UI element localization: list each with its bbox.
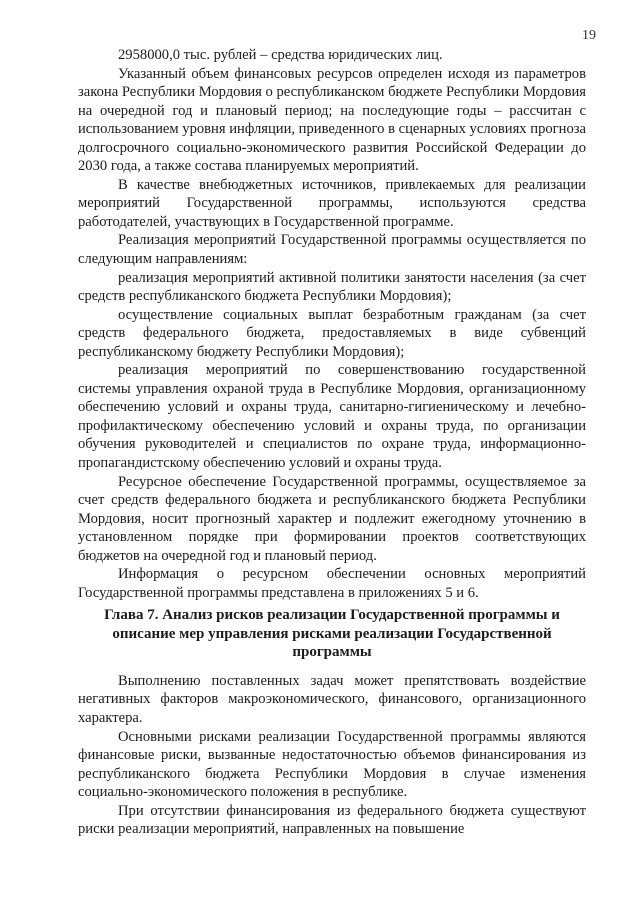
list-item: осуществление социальных выплат безработным гражданам (за счет средств федерального бюджета, предоставляемых в виде субвенций республиканскому бюджету Республики Мордовия); [78,306,586,360]
paragraph: Выполнению поставленных задач может препятствовать воздействие негативных факторов макроэкономического, финансового, организационного характера. [78,672,586,726]
chapter-heading: Глава 7. Анализ рисков реализации Государственной программы и описание мер управления рисками реализации Государственной программы [104,607,560,661]
page-body [78,46,586,839]
paragraph: В качестве внебюджетных источников, привлекаемых для реализации мероприятий Государственной программы, используются средства работодателей, участвующих в Государственной программе. [78,176,586,230]
list-item: реализация мероприятий активной политики занятости населения (за счет средств республиканского бюджета Республики Мордовия); [78,269,586,305]
paragraph: Указанный объем финансовых ресурсов определен исходя из параметров закона Республики Мордовия о республиканском бюджете Республики Мордовия на очередной год и плановый период; на последующие годы – рассчитан с использованием уровня инфляции, приведенного в сценарных условиях прогноза долгосрочного социально-экономического развития Российской Федерации до 2030 года, а также состава планируемых мероприятий. [78,65,586,175]
page-number: 19 [582,28,596,43]
paragraph: 2958000,0 тыс. рублей – средства юридических лиц. [118,47,443,63]
paragraph: Реализация мероприятий Государственной программы осуществляется по следующим направлениям: [78,232,586,268]
paragraph: Информация о ресурсном обеспечении основных мероприятий Государственной программы представлена в приложениях 5 и 6. [78,566,586,601]
paragraph: Ресурсное обеспечение Государственной программы, осуществляемое за счет средств федерального бюджета и республиканского бюджета Республики Мордовия, носит прогнозный характер и подлежит ежегодному уточнению в установленном порядке при формировании проектов соответствующих бюджетов на очередной год и плановый период. [78,473,586,564]
list-item: реализация мероприятий по совершенствованию государственной системы управления охраной труда в Республике Мордовия, организационному обеспечению условий и охраны труда, санитарно-гигиеническому и лечебно-профилактическому обеспечению условий и охраны труда, по организации обучения руководителей и специалистов по охране труда, информационно-пропагандистскому обеспечению условий и охраны труда. [78,362,586,472]
paragraph: Основными рисками реализации Государственной программы являются финансовые риски, вызванные недостаточностью объемов финансирования из республиканского бюджета Республики Мордовия в случае изменения социально-экономического положения в республике. [78,728,586,801]
paragraph: При отсутствии финансирования из федерального бюджета существуют риски реализации мероприятий, направленных на повышение [78,802,586,838]
